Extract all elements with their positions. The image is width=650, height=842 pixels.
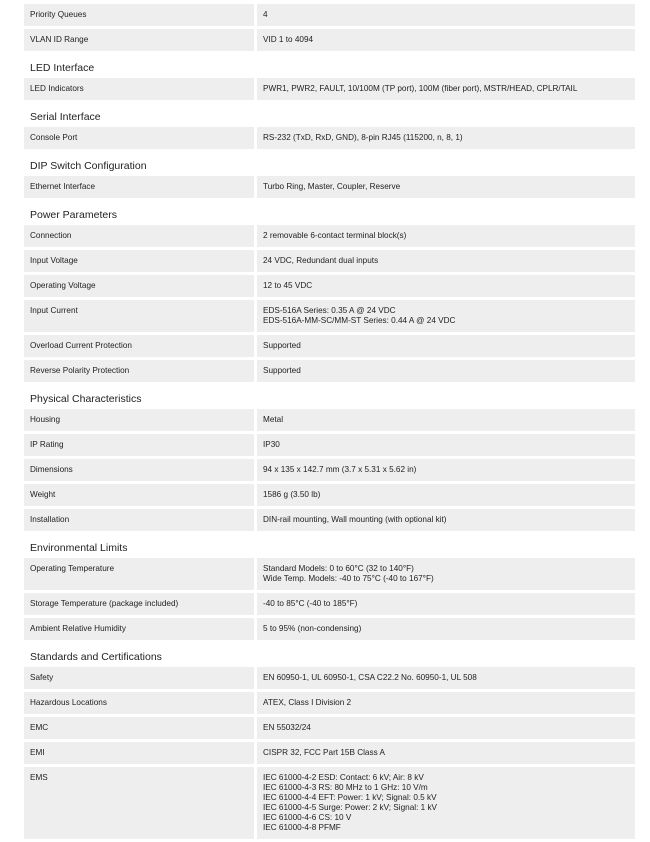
spec-row xyxy=(24,127,635,149)
spec-value xyxy=(257,360,635,382)
spec-value-line: IEC 61000-4-2 ESD: Contact: 6 kV; Air: 8 kV xyxy=(263,773,424,782)
spec-value xyxy=(257,593,635,615)
spec-value-line: 1586 g (3.50 lb) xyxy=(263,490,321,499)
spec-value xyxy=(257,509,635,531)
spec-label: Connection xyxy=(24,225,254,247)
spec-value xyxy=(257,667,635,689)
spec-row xyxy=(24,335,635,357)
spec-row xyxy=(24,742,635,764)
spec-row xyxy=(24,509,635,531)
spec-row xyxy=(24,618,635,640)
spec-value xyxy=(257,409,635,431)
spec-value-line: Standard Models: 0 to 60°C (32 to 140°F) xyxy=(263,564,414,573)
spec-value xyxy=(257,717,635,739)
spec-row xyxy=(24,4,635,26)
spec-value-line: IEC 61000-4-4 EFT: Power: 1 kV; Signal: 0.5 kV xyxy=(263,793,437,802)
spec-value-line: RS-232 (TxD, RxD, GND), 8-pin RJ45 (115200, n, 8, 1) xyxy=(263,133,463,142)
spec-label: Housing xyxy=(24,409,254,431)
spec-value xyxy=(257,127,635,149)
spec-value-line: Wide Temp. Models: -40 to 75°C (-40 to 167°F) xyxy=(263,574,434,583)
spec-label: Installation xyxy=(24,509,254,531)
spec-row xyxy=(24,434,635,456)
spec-row xyxy=(24,275,635,297)
spec-value-line: IEC 61000-4-3 RS: 80 MHz to 1 GHz: 10 V/m xyxy=(263,783,428,792)
spec-value-line: 94 x 135 x 142.7 mm (3.7 x 5.31 x 5.62 in) xyxy=(263,465,417,474)
spec-value-line: CISPR 32, FCC Part 15B Class A xyxy=(263,748,385,757)
spec-value-line: EN 55032/24 xyxy=(263,723,311,732)
spec-row xyxy=(24,459,635,481)
spec-row xyxy=(24,360,635,382)
spec-value xyxy=(257,335,635,357)
spec-label: Ethernet Interface xyxy=(24,176,254,198)
spec-value-line: 4 xyxy=(263,10,268,19)
spec-value xyxy=(257,459,635,481)
spec-value xyxy=(257,692,635,714)
spec-value xyxy=(257,78,635,100)
spec-label: Console Port xyxy=(24,127,254,149)
section-heading: Standards and Certifications xyxy=(30,651,162,663)
spec-value xyxy=(257,275,635,297)
spec-value-line: 2 removable 6-contact terminal block(s) xyxy=(263,231,407,240)
spec-value xyxy=(257,29,635,51)
spec-value-line: IEC 61000-4-6 CS: 10 V xyxy=(263,813,352,822)
spec-label: Reverse Polarity Protection xyxy=(24,360,254,382)
spec-value xyxy=(257,558,635,590)
spec-value xyxy=(257,250,635,272)
spec-label: IP Rating xyxy=(24,434,254,456)
spec-row xyxy=(24,717,635,739)
spec-value-line: Supported xyxy=(263,341,301,350)
section-heading: Physical Characteristics xyxy=(30,393,142,405)
spec-label: Input Voltage xyxy=(24,250,254,272)
spec-value xyxy=(257,618,635,640)
spec-label: Safety xyxy=(24,667,254,689)
spec-row xyxy=(24,692,635,714)
spec-label: Input Current xyxy=(24,300,254,332)
spec-row xyxy=(24,225,635,247)
spec-value-line: 12 to 45 VDC xyxy=(263,281,313,290)
spec-row xyxy=(24,409,635,431)
spec-value-line: EN 60950-1, UL 60950-1, CSA C22.2 No. 60950-1, UL 508 xyxy=(263,673,477,682)
spec-value-line: DIN-rail mounting, Wall mounting (with optional kit) xyxy=(263,515,447,524)
spec-label: Operating Temperature xyxy=(24,558,254,590)
spec-label: VLAN ID Range xyxy=(24,29,254,51)
spec-value xyxy=(257,767,635,839)
spec-value-line: -40 to 85°C (-40 to 185°F) xyxy=(263,599,358,608)
spec-value-line: IEC 61000-4-8 PFMF xyxy=(263,823,341,832)
spec-row xyxy=(24,176,635,198)
spec-row xyxy=(24,593,635,615)
spec-value-line: PWR1, PWR2, FAULT, 10/100M (TP port), 100M (fiber port), MSTR/HEAD, CPLR/TAIL xyxy=(263,84,578,93)
spec-value-line: VID 1 to 4094 xyxy=(263,35,314,44)
spec-label: EMS xyxy=(24,767,254,839)
spec-label: Storage Temperature (package included) xyxy=(24,593,254,615)
spec-row xyxy=(24,484,635,506)
spec-label: EMC xyxy=(24,717,254,739)
spec-value-line: Metal xyxy=(263,415,284,424)
spec-row xyxy=(24,78,635,100)
spec-label: Ambient Relative Humidity xyxy=(24,618,254,640)
spec-value-line: EDS-516A Series: 0.35 A @ 24 VDC xyxy=(263,306,396,315)
spec-value-line: EDS-516A-MM-SC/MM-ST Series: 0.44 A @ 24 VDC xyxy=(263,316,456,325)
spec-label: Weight xyxy=(24,484,254,506)
spec-label: Priority Queues xyxy=(24,4,254,26)
spec-label: EMI xyxy=(24,742,254,764)
spec-label: Overload Current Protection xyxy=(24,335,254,357)
spec-value-line: 5 to 95% (non-condensing) xyxy=(263,624,362,633)
spec-row xyxy=(24,558,635,590)
spec-value-line: IP30 xyxy=(263,440,280,449)
spec-value-line: IEC 61000-4-5 Surge: Power: 2 kV; Signal: 1 kV xyxy=(263,803,437,812)
spec-row xyxy=(24,667,635,689)
spec-row xyxy=(24,29,635,51)
spec-value xyxy=(257,434,635,456)
section-heading: LED Interface xyxy=(30,62,95,74)
spec-value-line: 24 VDC, Redundant dual inputs xyxy=(263,256,379,265)
spec-value xyxy=(257,225,635,247)
section-heading: Serial Interface xyxy=(30,111,101,123)
spec-value-line: Turbo Ring, Master, Coupler, Reserve xyxy=(263,182,401,191)
spec-label: Dimensions xyxy=(24,459,254,481)
section-heading: Environmental Limits xyxy=(30,542,128,554)
spec-row xyxy=(24,300,635,332)
spec-value xyxy=(257,484,635,506)
spec-table xyxy=(24,4,635,842)
spec-value xyxy=(257,742,635,764)
spec-value-line: Supported xyxy=(263,366,301,375)
spec-row xyxy=(24,767,635,839)
spec-value xyxy=(257,176,635,198)
spec-value-line: ATEX, Class I Division 2 xyxy=(263,698,352,707)
spec-label: Operating Voltage xyxy=(24,275,254,297)
spec-row xyxy=(24,250,635,272)
spec-value xyxy=(257,300,635,332)
section-heading: DIP Switch Configuration xyxy=(30,160,147,172)
spec-value xyxy=(257,4,635,26)
spec-label: Hazardous Locations xyxy=(24,692,254,714)
spec-label: LED Indicators xyxy=(24,78,254,100)
section-heading: Power Parameters xyxy=(30,209,117,221)
